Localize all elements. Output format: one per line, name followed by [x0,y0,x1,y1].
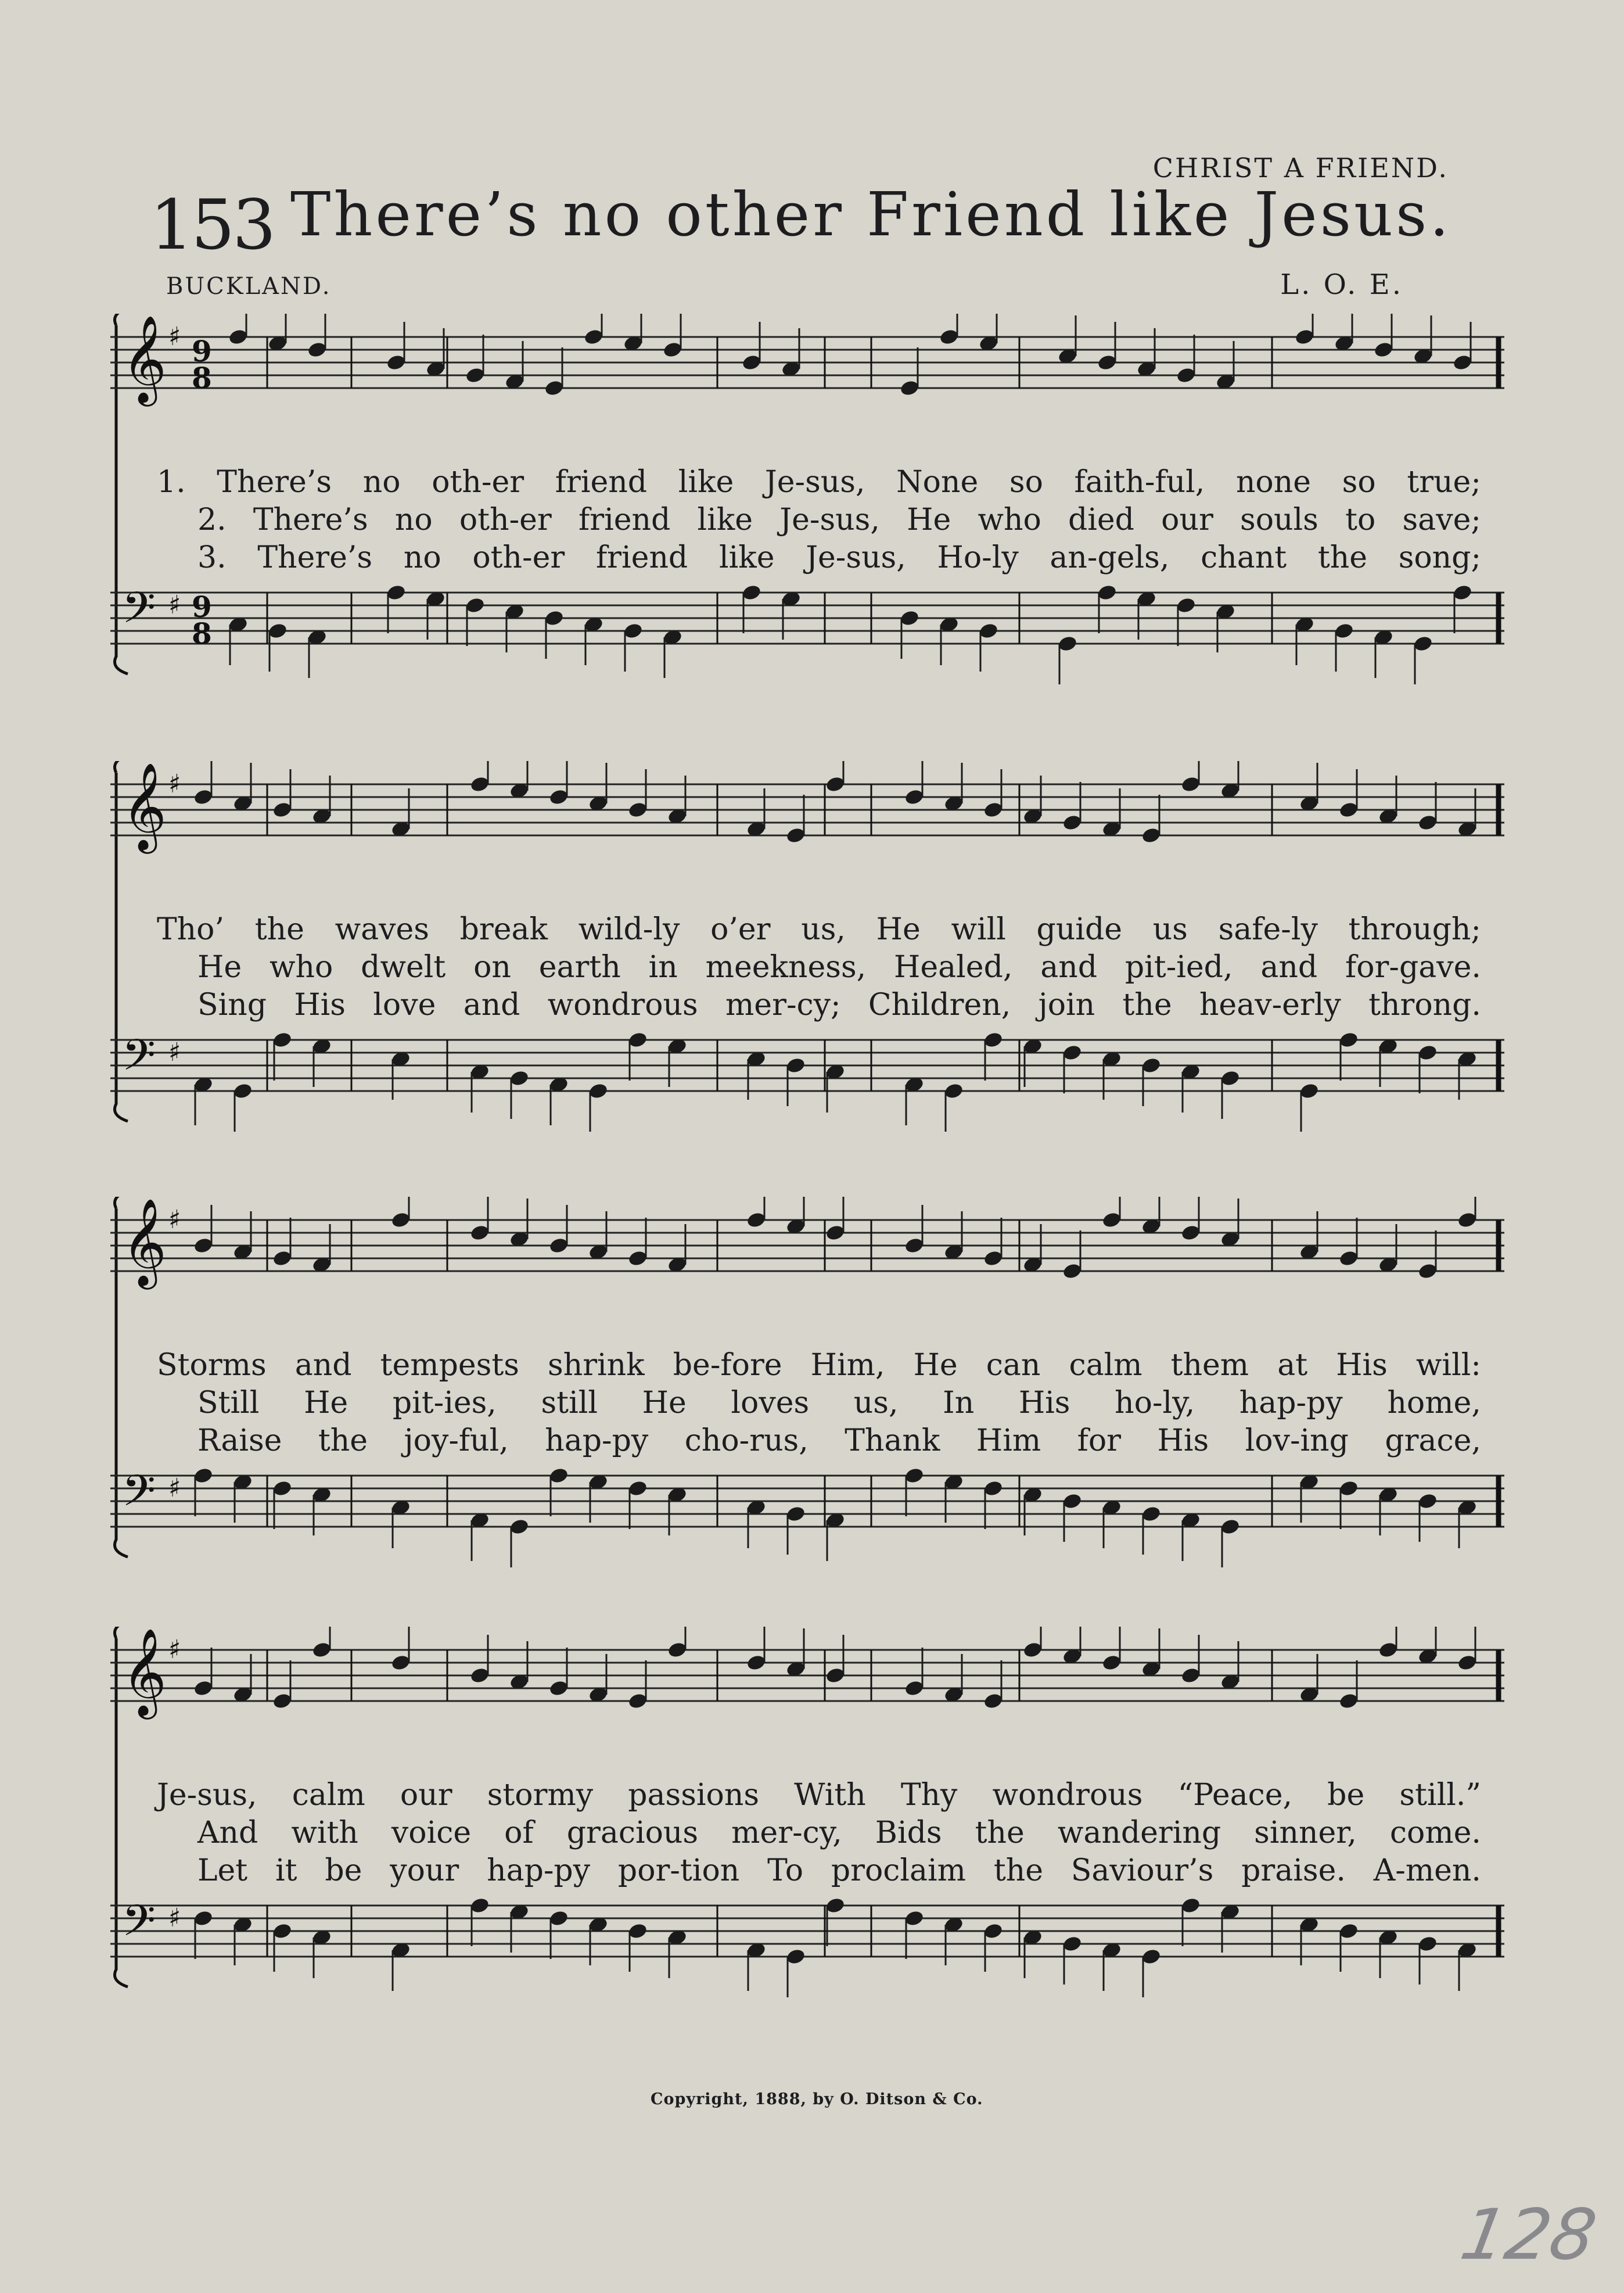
bass-clef-icon: 𝄢 [122,1030,156,1091]
lyric-syllable: mer-cy; [725,988,841,1022]
lyric-syllable: to [1345,503,1376,537]
lyric-syllable: He [913,1348,958,1383]
author-initials: L. O. E. [1280,268,1403,301]
lyric-syllable: 2. [197,503,227,537]
lyric-syllable: throng. [1368,988,1481,1022]
lyric-syllable: and [1040,950,1098,985]
staff-svg [110,314,1504,686]
lyric-syllable: be [325,1853,362,1888]
lyric-syllable: will [951,912,1006,947]
lyric-syllable: He [304,1386,348,1420]
lyric-syllable: shrink [548,1348,645,1383]
key-signature-sharp-icon: ♯ [168,1473,181,1503]
bass-clef-icon: 𝄢 [122,583,156,644]
lyric-syllable: join [1038,988,1095,1022]
lyric-syllable: tempests [380,1348,519,1383]
lyric-syllable: loves [731,1386,810,1420]
time-signature-top: 9 [192,590,212,624]
time-signature-bottom: 8 [192,616,212,651]
lyric-syllable: earth [538,950,621,985]
lyric-syllable: Ho-ly [937,540,1019,575]
lyric-syllable: lov-ing [1245,1423,1349,1458]
lyric-syllable: still.” [1399,1778,1481,1813]
lyric-line-verse-2 [197,1815,1481,1850]
lyric-syllable: Children, [868,988,1011,1022]
lyric-line-verse-2 [197,950,1481,985]
treble-clef-icon: 𝄞 [122,1627,167,1716]
lyric-line-verse-3 [197,1423,1481,1458]
lyric-syllable: like [697,503,753,537]
lyric-syllable: at [1277,1348,1308,1383]
lyric-syllable: faith-ful, [1074,465,1205,500]
lyric-syllable: mer-cy, [731,1815,842,1850]
lyric-line-verse-3 [197,988,1481,1022]
lyric-syllable: died [1068,503,1134,537]
treble-staff [110,314,1504,407]
lyric-syllable: dwelt [361,950,446,985]
lyric-syllable: stormy [487,1778,594,1813]
key-signature-sharp-icon: ♯ [168,1205,181,1235]
lyric-syllable: so [1009,465,1043,500]
treble-clef-icon: 𝄞 [122,314,167,403]
lyric-syllable: Him, [810,1348,885,1383]
lyric-syllable: the [993,1853,1043,1888]
lyric-syllable: He [642,1386,687,1420]
lyric-syllable: praise. [1241,1853,1346,1888]
lyric-syllable: Healed, [894,950,1013,985]
lyric-syllable: joy-ful, [404,1423,509,1458]
staff-svg [110,761,1504,1133]
lyric-syllable: passions [628,1778,760,1813]
lyric-syllable: His [1157,1423,1209,1458]
lyric-syllable: Thank [845,1423,940,1458]
lyric-syllable: A-men. [1373,1853,1481,1888]
lyric-syllable: With [794,1778,866,1813]
lyric-syllable: who [269,950,333,985]
lyric-syllable: of [504,1815,534,1850]
staff-svg [110,1627,1504,1998]
lyric-syllable: Tho’ [157,912,225,947]
lyric-syllable: None [896,465,979,500]
lyric-syllable: There’s [253,503,368,537]
music-system-1 [110,314,1504,720]
lyric-syllable: There’s [257,540,373,575]
lyric-syllable: it [275,1853,297,1888]
lyric-syllable: through; [1348,912,1481,947]
lyric-syllable: us [1152,912,1188,947]
lyric-syllable: Bids [875,1815,942,1850]
page-number: 128 [1454,2195,1603,2276]
lyric-syllable: hap-py [1239,1386,1343,1420]
tune-name: BUCKLAND. [166,273,332,300]
treble-clef-icon: 𝄞 [122,762,167,850]
key-signature-sharp-icon: ♯ [168,769,181,799]
lyric-syllable: us, [853,1386,899,1420]
bass-staff [110,1466,1504,1567]
lyric-syllable: for [1077,1423,1122,1458]
lyric-syllable: break [459,912,548,947]
treble-clef-icon: 𝄞 [122,1197,167,1286]
lyric-line-verse-1 [157,912,1481,947]
lyric-line-verse-2 [197,503,1481,537]
treble-staff [110,761,1504,854]
lyric-syllable: Saviour’s [1070,1853,1214,1888]
time-signature-top: 9 [192,334,212,368]
lyric-syllable: Storms [157,1348,267,1383]
lyric-syllable: 3. [197,540,227,575]
lyric-syllable: souls [1240,503,1318,537]
treble-staff [110,1197,1504,1290]
staff-svg [110,1197,1504,1569]
lyric-line-verse-1 [157,1778,1481,1813]
lyric-syllable: oth-er [472,540,565,575]
lyric-syllable: o’er [710,912,771,947]
lyric-syllable: chant [1201,540,1287,575]
lyric-line-verse-3 [197,540,1481,575]
lyric-syllable: like [718,540,775,575]
key-signature-sharp-icon: ♯ [168,1635,181,1664]
hymn-number: 153 [150,185,274,265]
lyric-syllable: He [876,912,921,947]
lyric-syllable: come. [1389,1815,1481,1850]
lyric-syllable: To [767,1853,804,1888]
lyric-syllable: hap-py [487,1853,591,1888]
lyric-syllable: Him [976,1423,1041,1458]
lyric-line-verse-1 [157,1348,1481,1383]
lyric-syllable: sinner, [1254,1815,1357,1850]
lyric-syllable: Let [197,1853,248,1888]
lyric-syllable: none [1235,465,1311,500]
lyric-syllable: who [978,503,1041,537]
lyric-syllable: His [1018,1386,1070,1420]
lyric-syllable: our [1161,503,1213,537]
bass-clef-icon: 𝄢 [122,1466,156,1527]
lyric-syllable: guide [1036,912,1122,947]
lyric-syllable: friend [579,503,671,537]
lyric-syllable: hap-py [545,1423,649,1458]
lyric-syllable: love [373,988,436,1022]
lyric-line-verse-3 [197,1853,1481,1888]
lyric-syllable: meekness, [705,950,867,985]
lyric-syllable: waves [335,912,429,947]
lyric-syllable: the [318,1423,368,1458]
lyric-syllable: ho-ly, [1115,1386,1195,1420]
lyric-line-verse-1 [157,465,1481,500]
lyric-syllable: song; [1398,540,1481,575]
lyric-syllable: wondrous [547,988,698,1022]
lyric-syllable: on [473,950,511,985]
lyric-syllable: no [403,540,441,575]
lyric-syllable: friend [595,540,688,575]
key-signature-sharp-icon: ♯ [168,1038,181,1067]
lyric-syllable: Raise [197,1423,282,1458]
lyric-syllable: gracious [566,1815,699,1850]
lyric-syllable: be [1327,1778,1365,1813]
lyric-syllable: us, [801,912,846,947]
lyric-syllable: Je-sus, [806,540,906,575]
lyric-syllable: and [1260,950,1318,985]
copyright-notice: Copyright, 1888, by O. Ditson & Co. [651,2090,983,2108]
lyric-syllable: por-tion [617,1853,740,1888]
lyric-syllable: like [678,465,734,500]
time-signature-bottom: 8 [192,361,212,395]
lyric-syllable: He [197,950,242,985]
lyric-syllable: the [1122,988,1172,1022]
key-signature-sharp-icon: ♯ [168,1903,181,1933]
bass-staff [110,583,1504,684]
lyric-syllable: them [1170,1348,1249,1383]
lyric-syllable: no [394,503,433,537]
lyric-syllable: Je-sus, [764,465,865,500]
lyric-syllable: grace, [1385,1423,1481,1458]
lyric-syllable: no [362,465,401,500]
lyric-syllable: 1. [157,465,186,500]
lyric-syllable: calm [292,1778,365,1813]
hymn-title: There’s no other Friend like Jesus. [290,179,1452,250]
lyric-syllable: His [294,988,346,1022]
lyric-syllable: calm [1069,1348,1142,1383]
lyric-syllable: oth-er [432,465,524,500]
lyric-syllable: cho-rus, [684,1423,809,1458]
lyric-syllable: In [943,1386,975,1420]
lyric-syllable: still [541,1386,598,1420]
music-system-3 [110,1197,1504,1603]
lyric-syllable: our [400,1778,452,1813]
lyric-syllable: heav-erly [1199,988,1341,1022]
lyric-syllable: Je-sus, [779,503,880,537]
lyric-syllable: friend [555,465,648,500]
lyric-line-verse-2 [197,1386,1481,1420]
lyric-syllable: His [1336,1348,1388,1383]
bass-staff [110,1896,1504,1997]
lyric-syllable: the [1317,540,1367,575]
music-system-2 [110,761,1504,1168]
category-heading: CHRIST A FRIEND. [1152,152,1449,184]
lyric-syllable: your [390,1853,459,1888]
lyric-syllable: in [648,950,678,985]
lyric-syllable: There’s [217,465,332,500]
lyric-syllable: And [197,1815,258,1850]
lyric-syllable: be-fore [673,1348,782,1383]
lyric-syllable: safe-ly [1218,912,1318,947]
lyric-syllable: wandering [1057,1815,1221,1850]
lyric-syllable: an-gels, [1050,540,1170,575]
lyric-syllable: Sing [197,988,267,1022]
lyric-syllable: Thy [900,1778,958,1813]
lyric-syllable: so [1342,465,1376,500]
treble-staff [110,1627,1504,1720]
lyric-syllable: pit-ies, [392,1386,497,1420]
lyric-syllable: voice [391,1815,472,1850]
lyric-syllable: wondrous [992,1778,1143,1813]
lyric-syllable: the [254,912,304,947]
lyric-syllable: with [291,1815,358,1850]
bass-staff [110,1030,1504,1132]
bass-clef-icon: 𝄢 [122,1896,156,1957]
lyric-syllable: He [907,503,951,537]
lyric-syllable: pit-ied, [1124,950,1233,985]
lyric-syllable: “Peace, [1177,1778,1293,1813]
lyric-syllable: can [986,1348,1041,1383]
lyric-syllable: wild-ly [578,912,680,947]
lyric-syllable: the [975,1815,1025,1850]
lyric-syllable: and [294,1348,352,1383]
lyric-syllable: save; [1402,503,1481,537]
music-system-4 [110,1627,1504,2033]
lyric-syllable: home, [1387,1386,1481,1420]
lyric-syllable: Still [197,1386,260,1420]
key-signature-sharp-icon: ♯ [168,322,181,351]
lyric-syllable: for-gave. [1345,950,1481,985]
lyric-syllable: oth-er [459,503,552,537]
lyric-syllable: true; [1407,465,1481,500]
lyric-syllable: Je-sus, [157,1778,257,1813]
lyric-syllable: will: [1415,1348,1481,1383]
lyric-syllable: proclaim [831,1853,966,1888]
lyric-syllable: and [463,988,520,1022]
key-signature-sharp-icon: ♯ [168,590,181,620]
